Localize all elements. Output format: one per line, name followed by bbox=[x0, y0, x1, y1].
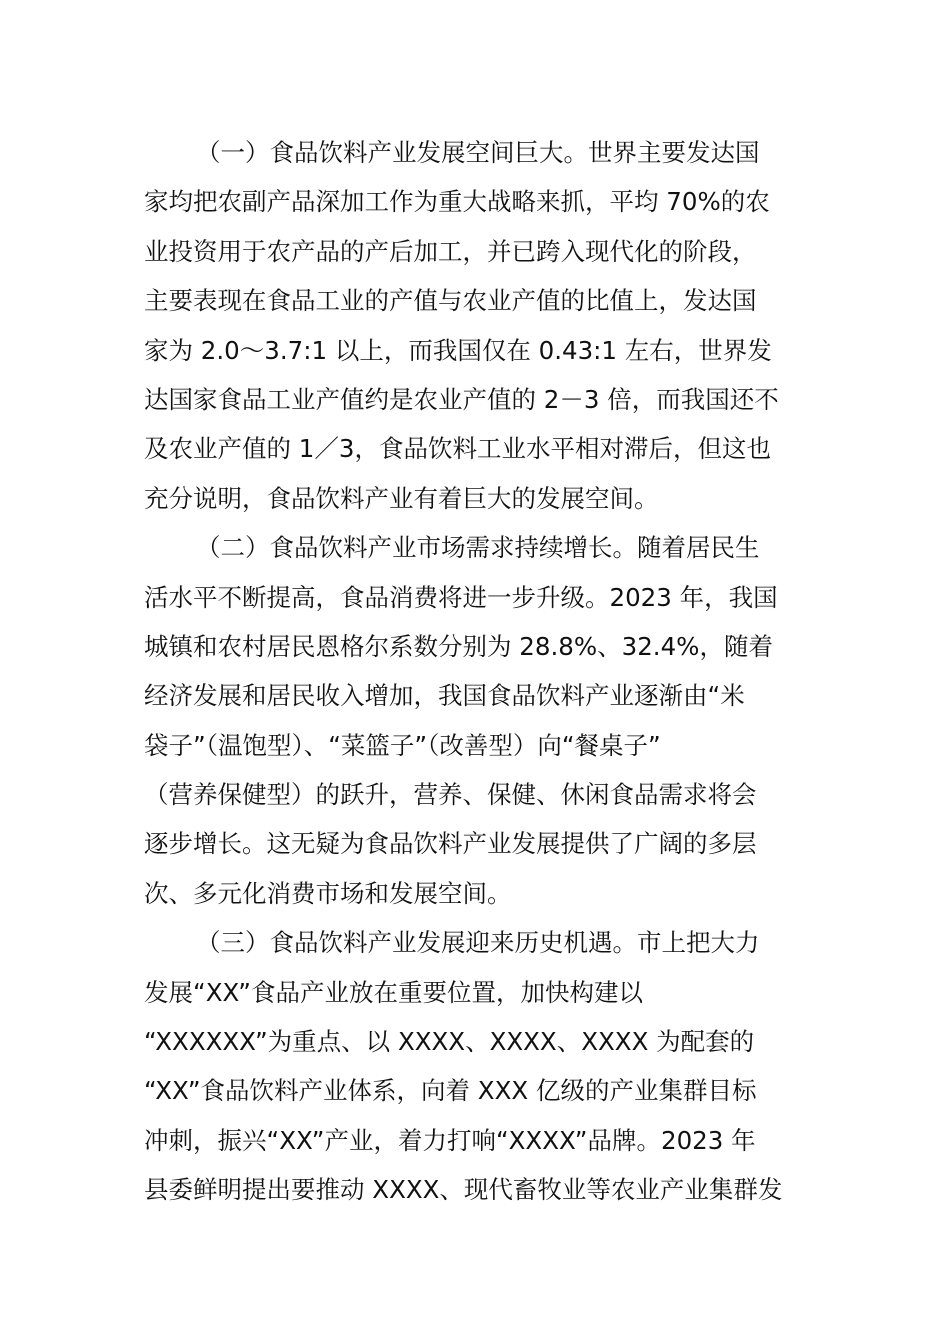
paragraph-line: 次、多元化消费市场和发展空间。 bbox=[144, 878, 512, 908]
paragraph-line: 冲刺，振兴“XX”产业，着力打响“XXXX”品牌。2023 年 bbox=[144, 1125, 756, 1155]
paragraph-line: 县委鲜明提出要推动 XXXX、现代畜牧业等农业产业集群发 bbox=[144, 1175, 783, 1205]
paragraph-line: 及农业产值的 1／3，食品饮料工业水平相对滞后，但这也 bbox=[144, 434, 771, 464]
paragraph-line: 家为 2.0～3.7:1 以上，而我国仅在 0.43:1 左右，世界发 bbox=[144, 335, 772, 365]
paragraph-line: “XX”食品饮料产业体系，向着 XXX 亿级的产业集群目标 bbox=[144, 1076, 757, 1106]
paragraph-line: 达国家食品工业产值约是农业产值的 2－3 倍，而我国还不 bbox=[144, 384, 779, 414]
paragraph-line: 主要表现在食品工业的产值与农业产值的比值上，发达国 bbox=[144, 286, 757, 316]
paragraph-line: （营养保健型）的跃升，营养、保健、休闲食品需求将会 bbox=[144, 780, 757, 810]
paragraph-line: 袋子”（温饱型）、“菜篮子”（改善型）向“餐桌子” bbox=[144, 730, 661, 760]
body-text bbox=[144, 128, 809, 1215]
paragraph-line: 逐步增长。这无疑为食品饮料产业发展提供了广阔的多层 bbox=[144, 829, 757, 859]
paragraph-line: 经济发展和居民收入增加，我国食品饮料产业逐渐由“米 bbox=[144, 681, 745, 711]
paragraph-line: 家均把农副产品深加工作为重大战略来抓，平均 70%的农 bbox=[144, 187, 770, 217]
paragraph-line: （二）食品饮料产业市场需求持续增长。随着居民生 bbox=[196, 533, 760, 563]
paragraph-line: 城镇和农村居民恩格尔系数分别为 28.8%、32.4%，随着 bbox=[144, 631, 773, 661]
paragraph-line: 业投资用于农产品的产后加工，并已跨入现代化的阶段， bbox=[144, 236, 757, 266]
paragraph-line: （三）食品饮料产业发展迎来历史机遇。市上把大力 bbox=[196, 928, 760, 958]
paragraph-line: 活水平不断提高，食品消费将进一步升级。2023 年，我国 bbox=[144, 582, 778, 612]
paragraph-line: 充分说明，食品饮料产业有着巨大的发展空间。 bbox=[144, 483, 659, 513]
paragraph-2 bbox=[144, 523, 809, 918]
paragraph-3 bbox=[144, 918, 809, 1214]
paragraph-1 bbox=[144, 128, 809, 523]
paragraph-line: 发展“XX”食品产业放在重要位置，加快构建以 bbox=[144, 977, 643, 1007]
paragraph-line: （一）食品饮料产业发展空间巨大。世界主要发达国 bbox=[196, 138, 760, 167]
paragraph-line: “XXXXXX”为重点、以 XXXX、XXXX、XXXX 为配套的 bbox=[144, 1027, 755, 1057]
